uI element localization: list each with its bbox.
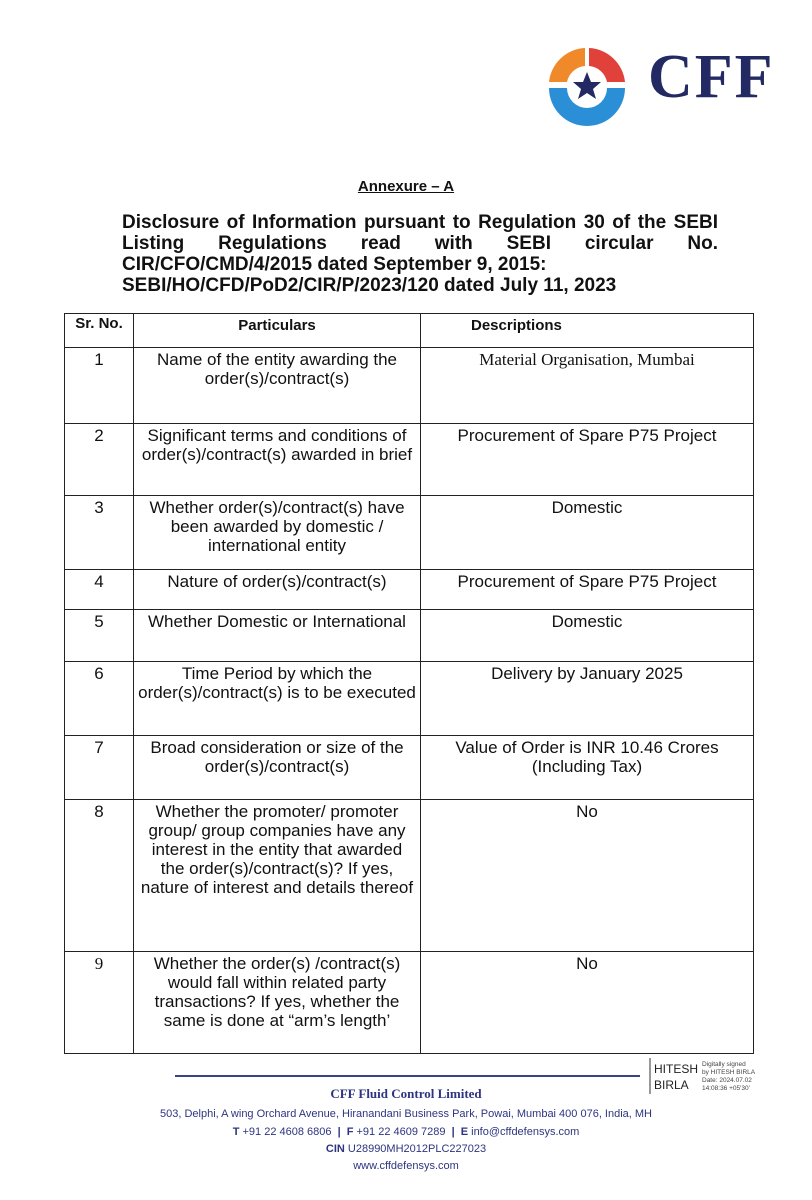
footer-phone: +91 22 4608 6806 [242,1126,332,1138]
footer-cin: CIN U28990MH2012PLC227023 [325,1143,487,1155]
row-sr: 3 [65,496,134,570]
row-sr: 8 [65,800,134,952]
row-particular: Significant terms and conditions of order(s)/contract(s) awarded in brief [134,424,421,496]
footer-company-name: CFF Fluid Control Limited [330,1086,482,1101]
row-description: Delivery by January 2025 [421,662,754,736]
table-header-row [65,314,754,348]
header-particulars: Particulars [134,314,421,348]
footer-fax: +91 22 4609 7289 [356,1126,446,1138]
footer-email[interactable]: info@cffdefensys.com [471,1126,580,1138]
row-particular: Whether the order(s) /contract(s) would fall within related party transactions? If yes, whether the same is done at “arm’s length’ [134,952,421,1054]
row-description: Material Organisation, Mumbai [421,348,754,424]
table-row [65,570,754,610]
row-particular: Nature of order(s)/contract(s) [134,570,421,610]
footer-contacts: T +91 22 4608 6806 | F +91 22 4609 7289 | E info@cffdefensys.com [232,1126,580,1138]
table-row [65,424,754,496]
row-description: No [421,952,754,1054]
footer-website[interactable]: www.cffdefensys.com [353,1160,459,1172]
row-description: Value of Order is INR 10.46 Crores (Including Tax) [421,736,754,800]
row-particular: Broad consideration or size of the order(s)/contract(s) [134,736,421,800]
footer-divider [175,1075,640,1077]
header-descriptions: Descriptions [421,314,754,348]
footer-address: 503, Delphi, A wing Orchard Avenue, Hiranandani Business Park, Powai, Mumbai 400 076, India, MH [159,1108,653,1120]
row-sr: 2 [65,424,134,496]
header-sr-no: Sr. No. [65,314,134,348]
table-row [65,800,754,952]
disclosure-heading [122,212,718,296]
table-row [65,952,754,1054]
disclosure-table [64,313,754,1054]
table-row [65,662,754,736]
row-sr: 5 [65,610,134,662]
signature-details: Digitally signed by HITESH BIRLA Date: 2024.07.02 14:08:36 +05'30' [702,1061,756,1092]
row-sr: 4 [65,570,134,610]
row-sr: 7 [65,736,134,800]
annexure-title: Annexure – A [357,178,455,195]
row-particular: Whether order(s)/contract(s) have been awarded by domestic / international entity [134,496,421,570]
row-sr: 1 [65,348,134,424]
row-description: Procurement of Spare P75 Project [421,570,754,610]
logo-wordmark: CFF [648,43,775,111]
row-description: Domestic [421,610,754,662]
table-row [65,736,754,800]
row-description: No [421,800,754,952]
row-particular: Name of the entity awarding the order(s)/contract(s) [134,348,421,424]
table-row [65,348,754,424]
heading-line-2: SEBI/HO/CFD/PoD2/CIR/P/2023/120 dated July 11, 2023 [122,275,617,296]
heading-line-1: Disclosure of Information pursuant to Regulation 30 of the SEBI Listing Regulations read with SEBI circular No. CIR/CFO/CMD/4/2015 dated September 9, 2015: [122,212,718,275]
row-sr: 6 [65,662,134,736]
row-description: Procurement of Spare P75 Project [421,424,754,496]
signature-name: HITESH BIRLA [654,1062,699,1092]
table-row [65,496,754,570]
row-sr: 9 [65,952,134,1054]
table-row [65,610,754,662]
row-particular: Whether the promoter/ promoter group/ group companies have any interest in the entity that awarded the order(s)/contract(s)? If yes, nature of interest and details thereof [134,800,421,952]
row-particular: Time Period by which the order(s)/contract(s) is to be executed [134,662,421,736]
row-description: Domestic [421,496,754,570]
row-particular: Whether Domestic or International [134,610,421,662]
